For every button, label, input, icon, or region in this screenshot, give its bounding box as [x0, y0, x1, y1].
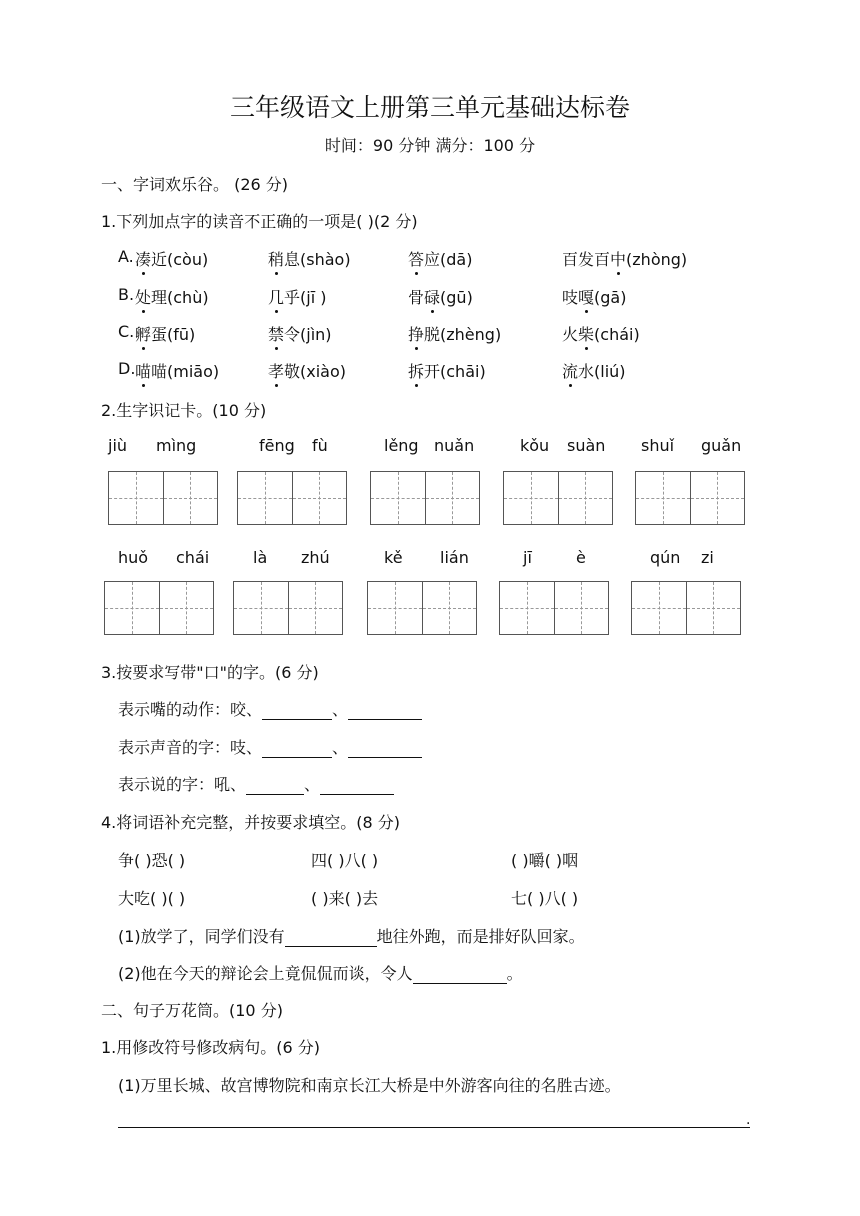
q4-word-2: 四( )八( )	[311, 851, 379, 870]
grid-cell[interactable]	[159, 582, 214, 634]
writing-grid[interactable]	[237, 471, 347, 525]
dotted-character: 嘎	[578, 285, 594, 308]
option-item	[135, 322, 195, 345]
dotted-character: 凑	[135, 247, 151, 270]
q3-line-label: 表示说的字：吼、	[118, 775, 247, 794]
grid-cell[interactable]	[105, 582, 159, 634]
item-suffix: 喵(miāo)	[151, 362, 220, 381]
answer-blank[interactable]	[320, 776, 394, 795]
pinyin-label: zi	[701, 548, 714, 567]
item-prefix: 吱	[562, 288, 579, 307]
grid-cell[interactable]	[504, 472, 558, 524]
dotted-character: 稍	[268, 247, 284, 270]
dotted-character: 中	[610, 247, 626, 270]
q4-sentence-1	[118, 924, 585, 947]
option-item	[135, 359, 219, 382]
dotted-character: 处	[135, 285, 151, 308]
pinyin-label: fù	[312, 436, 328, 455]
option-letter: B.	[118, 285, 135, 304]
separator: 、	[304, 775, 321, 794]
pinyin-label: shuǐ	[641, 436, 675, 455]
item-suffix: (chái)	[594, 325, 640, 344]
option-letter: D.	[118, 359, 136, 378]
option-item	[562, 247, 687, 270]
grid-cell[interactable]	[686, 582, 741, 634]
item-suffix: 令(jìn)	[284, 325, 332, 344]
pinyin-label: suàn	[567, 436, 606, 455]
writing-grid[interactable]	[104, 581, 214, 635]
item-suffix: 敬(xiào)	[284, 362, 347, 381]
pinyin-label: jī	[523, 548, 532, 567]
q4-word-4: 大吃( )( )	[118, 889, 186, 908]
pinyin-label: huǒ	[118, 548, 149, 567]
grid-cell[interactable]	[425, 472, 480, 524]
option-item	[135, 247, 208, 270]
grid-cell[interactable]	[292, 472, 347, 524]
writing-grid[interactable]	[499, 581, 609, 635]
item-suffix: 息(shào)	[284, 250, 351, 269]
pinyin-label: guǎn	[701, 436, 742, 455]
item-suffix: (gū)	[440, 288, 473, 307]
dotted-character: 孝	[268, 359, 284, 382]
q3-line-1	[118, 697, 422, 720]
pinyin-label: qún	[650, 548, 681, 567]
dotted-character: 拆	[408, 359, 424, 382]
grid-cell[interactable]	[636, 472, 690, 524]
option-item	[408, 285, 473, 308]
pinyin-label: fēng	[259, 436, 295, 455]
grid-cell[interactable]	[288, 582, 343, 634]
answer-blank[interactable]	[348, 739, 422, 758]
grid-cell[interactable]	[238, 472, 292, 524]
pinyin-label: jiù	[108, 436, 128, 455]
dotted-character: 挣	[408, 322, 424, 345]
option-item	[562, 359, 626, 382]
pinyin-label: chái	[176, 548, 210, 567]
grid-cell[interactable]	[558, 472, 613, 524]
pinyin-label: lěng	[384, 436, 419, 455]
item-suffix: 水(liú)	[578, 362, 626, 381]
item-suffix: 理(chù)	[151, 288, 209, 307]
dotted-character: 喵	[135, 359, 151, 382]
item-suffix: 脱(zhèng)	[424, 325, 502, 344]
pinyin-label: kǒu	[520, 436, 550, 455]
option-letter: A.	[118, 247, 134, 266]
exam-info: 时间：90 分钟 满分：100 分	[324, 136, 536, 155]
faulty-sentence: (1)万里长城、故宫博物院和南京长江大桥是中外游客向往的名胜古迹。	[118, 1076, 621, 1095]
item-suffix: 近(còu)	[151, 250, 209, 269]
grid-cell[interactable]	[422, 582, 477, 634]
q4-word-3: ( )嚼( )咽	[511, 851, 579, 870]
pinyin-label: è	[576, 548, 586, 567]
option-item	[562, 322, 640, 345]
writing-grid[interactable]	[367, 581, 477, 635]
item-prefix: 骨	[408, 288, 425, 307]
option-item	[135, 285, 209, 308]
pinyin-label: là	[253, 548, 268, 567]
item-prefix: 火	[562, 325, 579, 344]
writing-grid[interactable]	[108, 471, 218, 525]
item-suffix: 乎(jī )	[284, 288, 327, 307]
answer-line[interactable]	[118, 1127, 750, 1128]
section-1-heading: 一、字词欢乐谷。 (26 分)	[101, 175, 289, 194]
grid-cell[interactable]	[554, 582, 609, 634]
writing-grid[interactable]	[233, 581, 343, 635]
dotted-character: 禁	[268, 322, 284, 345]
option-item	[408, 322, 501, 345]
dotted-character: 几	[268, 285, 284, 308]
writing-grid[interactable]	[370, 471, 480, 525]
answer-blank[interactable]	[262, 701, 332, 720]
option-item	[268, 359, 346, 382]
q4-word-5: ( )来( )去	[311, 889, 379, 908]
pinyin-label: nuǎn	[434, 436, 475, 455]
answer-blank[interactable]	[246, 776, 304, 795]
grid-cell[interactable]	[234, 582, 288, 634]
grid-cell[interactable]	[371, 472, 425, 524]
q4-sentence-2	[118, 961, 523, 984]
grid-cell[interactable]	[632, 582, 686, 634]
page-title: 三年级语文上册第三单元基础达标卷	[229, 93, 630, 122]
option-item	[408, 359, 486, 382]
q3-line-label: 表示声音的字：吱、	[118, 738, 263, 757]
answer-blank[interactable]	[413, 965, 507, 984]
dotted-character: 柴	[578, 322, 594, 345]
answer-blank[interactable]	[262, 739, 332, 758]
pinyin-label: mìng	[156, 436, 197, 455]
grid-cell[interactable]	[500, 582, 554, 634]
dotted-character: 碌	[424, 285, 440, 308]
answer-blank[interactable]	[285, 928, 377, 947]
q3-prompt: 3.按要求写带"口"的字。(6 分)	[101, 663, 319, 682]
item-suffix: (zhòng)	[626, 250, 688, 269]
q1-prompt: 1.下列加点字的读音不正确的一项是( )(2 分)	[101, 212, 418, 231]
item-suffix: (gā)	[594, 288, 627, 307]
writing-grid[interactable]	[631, 581, 741, 635]
pinyin-label: zhú	[301, 548, 330, 567]
line-end-mark: .	[746, 1112, 751, 1128]
dotted-character: 孵	[135, 322, 151, 345]
item-prefix: 百发百	[562, 250, 611, 269]
s2-q1-prompt: 1.用修改符号修改病句。(6 分)	[101, 1038, 321, 1057]
sentence-text: 。	[506, 964, 523, 983]
option-item	[268, 285, 326, 308]
answer-blank[interactable]	[348, 701, 422, 720]
grid-cell[interactable]	[163, 472, 218, 524]
sentence-text: 地往外跑，而是排好队回家。	[376, 927, 585, 946]
sentence-text: (1)放学了，同学们没有	[118, 927, 285, 946]
dotted-character: 流	[562, 359, 578, 382]
q4-prompt: 4.将词语补充完整，并按要求填空。(8 分)	[101, 813, 401, 832]
q3-line-3	[118, 772, 394, 795]
q4-word-1: 争( )恐( )	[118, 851, 186, 870]
option-item	[268, 322, 332, 345]
item-suffix: 开(chāi)	[424, 362, 486, 381]
option-item	[268, 247, 351, 270]
section-2-heading: 二、句子万花筒。(10 分)	[101, 1001, 283, 1020]
item-suffix: 应(dā)	[424, 250, 473, 269]
sentence-text: (2)他在今天的辩论会上竟侃侃而谈，令人	[118, 964, 413, 983]
q2-prompt: 2.生字识记卡。(10 分)	[101, 401, 267, 420]
option-item	[408, 247, 472, 270]
q4-word-6: 七( )八( )	[511, 889, 579, 908]
grid-cell[interactable]	[368, 582, 422, 634]
separator: 、	[332, 738, 349, 757]
grid-cell[interactable]	[690, 472, 745, 524]
item-suffix: 蛋(fū)	[151, 325, 196, 344]
option-letter: C.	[118, 322, 135, 341]
option-item	[562, 285, 626, 308]
writing-grid[interactable]	[503, 471, 613, 525]
dotted-character: 答	[408, 247, 424, 270]
pinyin-label: lián	[440, 548, 469, 567]
writing-grid[interactable]	[635, 471, 745, 525]
q3-line-2	[118, 735, 422, 758]
pinyin-label: kě	[384, 548, 403, 567]
grid-cell[interactable]	[109, 472, 163, 524]
q3-line-label: 表示嘴的动作：咬、	[118, 700, 263, 719]
separator: 、	[332, 700, 349, 719]
